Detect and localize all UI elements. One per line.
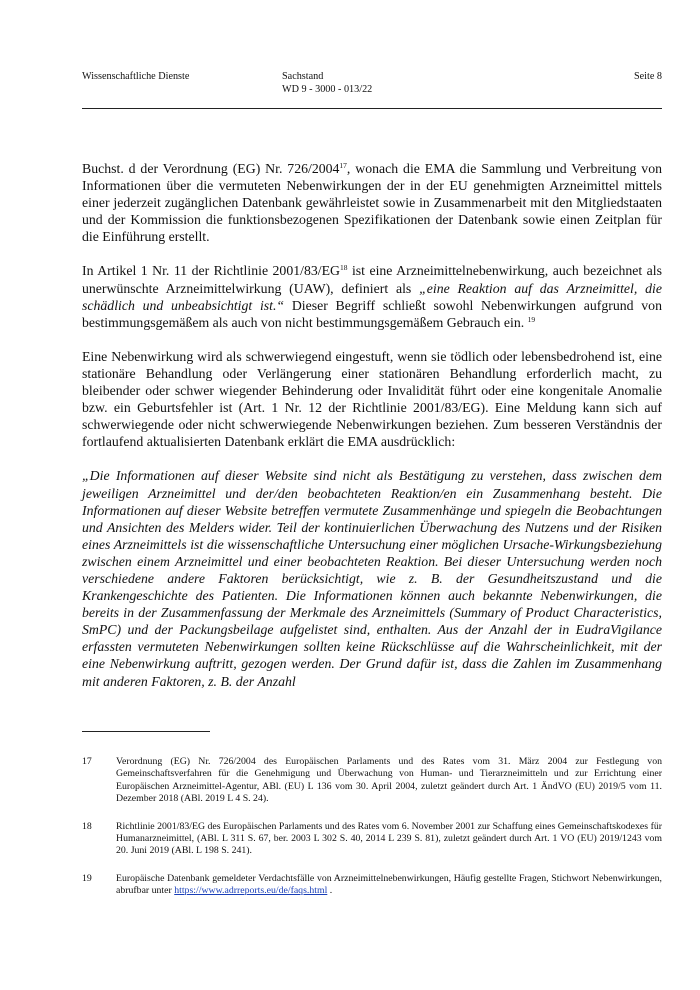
footnote-text: Richtlinie 2001/83/EG des Europäischen Parlaments und des Rates vom 6. November 2001 zur Schaffung eines Gemeinschaftskodexes für Humanarzneimittel, (ABl. L 311 S. 67, ber. 2003 L 302 S. 40, 2014 L 239 S. 81), zuletzt geändert durch Art. 1 VO (EU) 2019/1243 vom 20. Juni 2019 (ABl. L 198 S. 241). — [116, 820, 662, 857]
ema-quote-paragraph: „Die Informationen auf dieser Website sind nicht als Bestätigung zu verstehen, dass zwischen dem jeweiligen Arzneimittel und der/den beobachteten Reaktion/en ein Zusammenhang besteht. Die Informationen auf dieser Website betreffen vermutete Zusammenhänge und spiegeln die Beobachtungen und Ansichten des Melders wider. Teil der kontinuierlichen Überwachung des Nutzens und der Risiken eines Arzneimittels ist die wissenschaftliche Untersuchung einer möglichen Ursache-Wirkungsbeziehung zwischen einem Arzneimittel und einer beobachteten Reaktion. Bei dieser Untersuchung werden noch verschiedene andere Faktoren berücksichtigt, wie z. B. der Gesundheitszustand und die Krankengeschichte des Patienten. Die Informationen können auch bekannte Nebenwirkungen, die bereits in der Zusammenfassung der Merkmale des Arzneimittels (Summary of Product Characteristics, SmPC) und der Packungsbeilage aufgelistet sind, enthalten. Aus der Anzahl der in EudraVigilance erfassten vermuteten Nebenwirkungen sollten keine Rückschlüsse auf die Wahrscheinlichkeit, mit der eine Nebenwirkung auftritt, gezogen werden. Der Grund dafür ist, dass die Zahlen im Zusammenhang mit anderen Faktoren, z. B. der Anzahl — [82, 468, 662, 689]
paragraph-1-text-a: Buchst. d der Verordnung (EG) Nr. 726/2004 — [82, 161, 340, 176]
footnotes — [82, 756, 662, 913]
footnote-number: 17 — [82, 756, 92, 767]
footnote-18 — [82, 821, 662, 858]
footnote-number: 18 — [82, 820, 92, 832]
footnote-17 — [82, 756, 662, 806]
footnote-divider — [82, 731, 210, 732]
header-divider — [82, 108, 662, 109]
footnote-ref-17: 17 — [339, 161, 347, 170]
footnote-ref-18: 18 — [339, 263, 348, 273]
footnote-number: 19 — [82, 872, 92, 884]
paragraph-2-text-b: ist eine Arzneimittelnebenwirkung, auch bezeichnet als unerwünschte Arzneimittelwirkung (UAW), definiert als — [82, 263, 662, 296]
footnote-ref-19: 19 — [527, 314, 536, 324]
header-organization: Wissenschaftliche Dienste — [82, 71, 190, 82]
paragraph-2 — [82, 262, 662, 330]
footnote-text: Europäische Datenbank gemeldeter Verdachtsfälle von Arzneimittelnebenwirkungen, Häufig gestellte Fragen, Stichwort Nebenwirkungen, abrufbar unter — [116, 872, 662, 897]
footnote-text-container — [116, 873, 662, 898]
paragraph-1 — [82, 160, 662, 245]
main-body — [82, 160, 662, 707]
definition-quote: „eine Reaktion auf das Arzneimittel, die schädlich und unbeabsichtigt ist.“ — [82, 280, 662, 313]
footnote-text: Verordnung (EG) Nr. 726/2004 des Europäischen Parlaments und des Rates vom 31. März 2004 zur Festlegung von Gemeinschaftsverfahren für die Genehmigung und Überwachung von Human- und Tierarzneimitteln und zur Errichtung einer Europäischen Arzneimittel-Agentur, ABl. (EU) L 136 vom 30. April 2004, zuletzt geändert durch Art. 1 ÄndVO (EU) 2019/5 vom 11. Dezember 2018 (ABl. 2019 L 4 S. 24). — [116, 756, 662, 805]
paragraph-2-text-c: Dieser Begriff schließt sowohl Nebenwirkungen aufgrund von bestimmungsgemäßem als auch von nicht bestimmungsgemäßem Gebrauch ein. — [82, 297, 662, 330]
page-header — [82, 70, 662, 110]
paragraph-1-text-b: , wonach die EMA die Sammlung und Verbreitung von Informationen über die vermuteten Nebenwirkungen der in der EU genehmigten Arzneimittel mittels einer jederzeit zugänglichen Datenbank gewährleistet sowie in Zusammenarbeit mit den Mitgliedstaaten und der Kommission die funktionsbezogenen Spezifikationen der Datenbank sowie einen Zeitplan für die Einführung erstellt. — [82, 161, 662, 245]
header-document-reference — [282, 70, 372, 96]
page-number: Seite 8 — [633, 71, 662, 82]
footnote-text-end: . — [327, 885, 333, 897]
footnote-19 — [82, 873, 662, 898]
paragraph-3: Eine Nebenwirkung wird als schwerwiegend eingestuft, wenn sie tödlich oder lebensbedrohend ist, eine stationäre Behandlung oder Verlängerung einer stationären Behandlung erforderlich macht, zu bleibender oder schwer wiegender Behinderung oder Invalidität führt oder eine kongenitale Anomalie bzw. ein Geburtsfehler ist (Art. 1 Nr. 12 der Richtlinie 2001/83/EG). Eine Meldung kann sich auf schwerwiegende oder nicht schwerwiegende Nebenwirkungen beziehen. Zum besseren Verständnis der fortlaufend aktualisierten Datenbank erklärt die EMA ausdrücklich: — [82, 348, 662, 450]
header-doc-type: Sachstand — [282, 71, 324, 82]
adrreports-faq-link[interactable]: https://www.adrreports.eu/de/faqs.html — [174, 885, 328, 897]
header-doc-ref: WD 9 - 3000 - 013/22 — [282, 84, 373, 95]
paragraph-2-text-a: In Artikel 1 Nr. 11 der Richtlinie 2001/83/EG — [82, 263, 340, 279]
